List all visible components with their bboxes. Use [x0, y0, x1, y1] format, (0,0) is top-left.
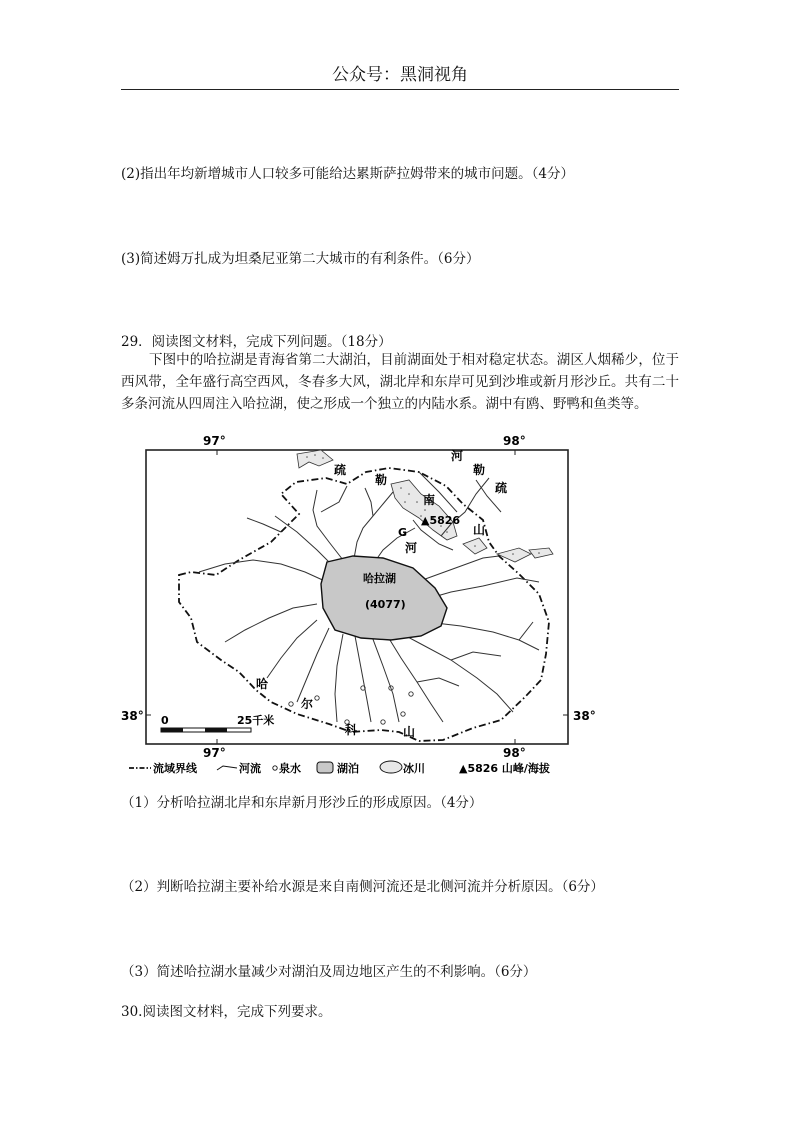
intro-text: 下图中的哈拉湖是青海省第二大湖泊，目前湖面处于相对稳定状态。湖区人烟稀少，位于西风带，全年盛行高空西风，冬春多大风，湖北岸和东岸可见到沙堆或新月形沙丘。共有二十多条河流从四周注入哈拉湖，使之形成一个独立的内陆水系。湖中有鸥、野鸭和鱼类等。: [121, 352, 679, 412]
scale-bar: [161, 728, 251, 732]
glacier-nw: [297, 450, 333, 468]
range-north-3: 南: [423, 493, 436, 507]
question-2: (2)指出年均新增城市人口较多可能给达累斯萨拉姆带来的城市问题。（4分）: [121, 166, 574, 182]
lon-97-top: 97°: [203, 434, 226, 448]
legend-river-icon: [217, 766, 237, 770]
spring: [381, 720, 385, 724]
question-3: (3)简述姆万扎成为坦桑尼亚第二大城市的有利条件。（6分）: [121, 251, 480, 267]
river-ne-3: 疏: [495, 481, 508, 495]
scale-zero: 0: [161, 714, 169, 727]
lon-98-bottom: 98°: [503, 746, 526, 760]
question-29-intro: [121, 349, 679, 415]
legend-river: 河流: [239, 762, 261, 775]
legend-peak: ▲5826 山峰/海拔: [459, 762, 550, 775]
range-north-4: 山: [473, 523, 486, 537]
range-south-4: 山: [403, 725, 416, 739]
range-south-1: 哈: [256, 677, 269, 691]
peak-label: ▲5826: [421, 514, 461, 527]
legend-glacier-icon: [380, 761, 402, 773]
legend-spring-icon: [273, 766, 277, 770]
range-north-2: 勒: [375, 473, 388, 487]
hala-lake-map: [121, 432, 596, 782]
g-label: G: [398, 526, 408, 539]
question-30-title: 30.阅读图文材料，完成下列要求。: [121, 1004, 332, 1020]
header-rule: [121, 89, 679, 90]
lon-98-top: 98°: [503, 434, 526, 448]
range-south-2: 尔: [301, 697, 314, 711]
question-29-sub2: （2）判断哈拉湖主要补给水源是来自南侧河流还是北侧河流并分析原因。（6分）: [121, 879, 604, 895]
legend-lake-icon: [317, 762, 333, 773]
spring: [289, 702, 293, 706]
spring: [315, 696, 319, 700]
question-29-title: 29．阅读图文材料，完成下列问题。（18分）: [121, 334, 392, 350]
legend: [129, 761, 550, 775]
river-ne-1: 河: [451, 449, 464, 463]
question-29-sub3: （3）简述哈拉湖水量减少对湖泊及周边地区产生的不利影响。（6分）: [121, 964, 537, 980]
question-29-sub1: （1）分析哈拉湖北岸和东岸新月形沙丘的形成原因。（4分）: [121, 795, 483, 811]
range-north-1: 疏: [334, 463, 347, 477]
lake-elevation: (4077): [365, 598, 406, 611]
river-label-g: 河: [405, 541, 418, 555]
page-header: 公众号：黑洞视角: [332, 65, 468, 85]
scale-label: 25千米: [237, 714, 275, 727]
lake-name: 哈拉湖: [363, 572, 396, 585]
spring: [409, 692, 413, 696]
range-south-3: 科: [345, 723, 358, 737]
lon-97-bottom: 97°: [203, 746, 226, 760]
legend-spring: 泉水: [279, 762, 301, 775]
lat-38-right: 38°: [573, 709, 596, 723]
glacier-ne3: [529, 548, 553, 558]
river-ne-2: 勒: [473, 463, 486, 477]
spring: [401, 712, 405, 716]
legend-glacier: 冰川: [403, 762, 425, 775]
lat-38-left: 38°: [121, 709, 144, 723]
legend-lake: 湖泊: [337, 762, 359, 775]
map-svg: [121, 432, 596, 778]
legend-boundary: 流域界线: [153, 762, 197, 775]
